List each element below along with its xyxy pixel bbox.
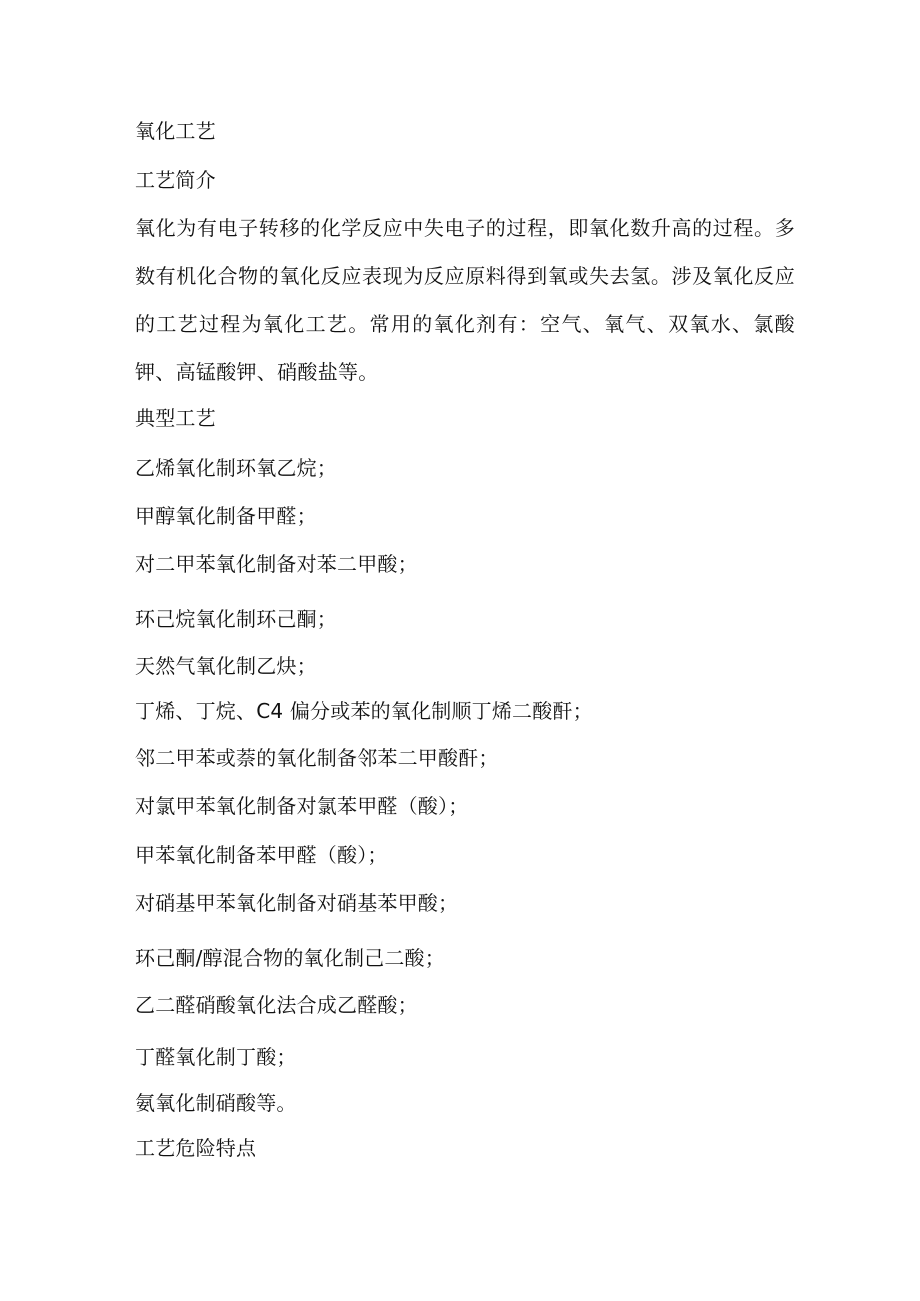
section-heading-intro: 工艺简介 — [135, 168, 216, 192]
typical-item: 环己烷氧化制环己酮； — [135, 607, 337, 631]
typical-item: 乙二醛硝酸氧化法合成乙醛酸； — [135, 993, 418, 1017]
typical-item: 天然气氧化制乙炔； — [135, 654, 317, 678]
typical-item: 环己酮/醇混合物的氧化制己二酸； — [135, 946, 445, 970]
typical-item: 甲苯氧化制备苯甲醛（酸）； — [135, 843, 388, 867]
section-heading-typical: 典型工艺 — [135, 406, 216, 430]
section-heading-hazard: 工艺危险特点 — [135, 1136, 257, 1160]
typical-item: 对氯甲苯氧化制备对氯苯甲醛（酸）； — [135, 794, 469, 818]
typical-item: 氨氧化制硝酸等。 — [135, 1091, 297, 1115]
typical-item: 乙烯氧化制环氧乙烷； — [135, 456, 337, 480]
document-title: 氧化工艺 — [135, 119, 216, 143]
intro-paragraph: 氧化为有电子转移的化学反应中失电子的过程，即氧化数升高的过程。多数有机化合物的氧化反应表现为反应原料得到氧或失去氢。涉及氧化反应的工艺过程为氧化工艺。常用的氧化剂有：空气、氧气、双氧水、氯酸钾、高锰酸钾、硝酸盐等。 — [135, 216, 795, 384]
typical-item: 对二甲苯氧化制备对苯二甲酸； — [135, 552, 418, 576]
typical-item: 甲醇氧化制备甲醛； — [135, 504, 317, 528]
typical-item: 邻二甲苯或萘的氧化制备邻苯二甲酸酐； — [135, 746, 499, 770]
typical-item: 对硝基甲苯氧化制备对硝基苯甲酸； — [135, 891, 459, 915]
typical-item: 丁烯、丁烷、C4 偏分或苯的氧化制顺丁烯二酸酐； — [135, 699, 593, 723]
typical-item: 丁醛氧化制丁酸； — [135, 1045, 297, 1069]
